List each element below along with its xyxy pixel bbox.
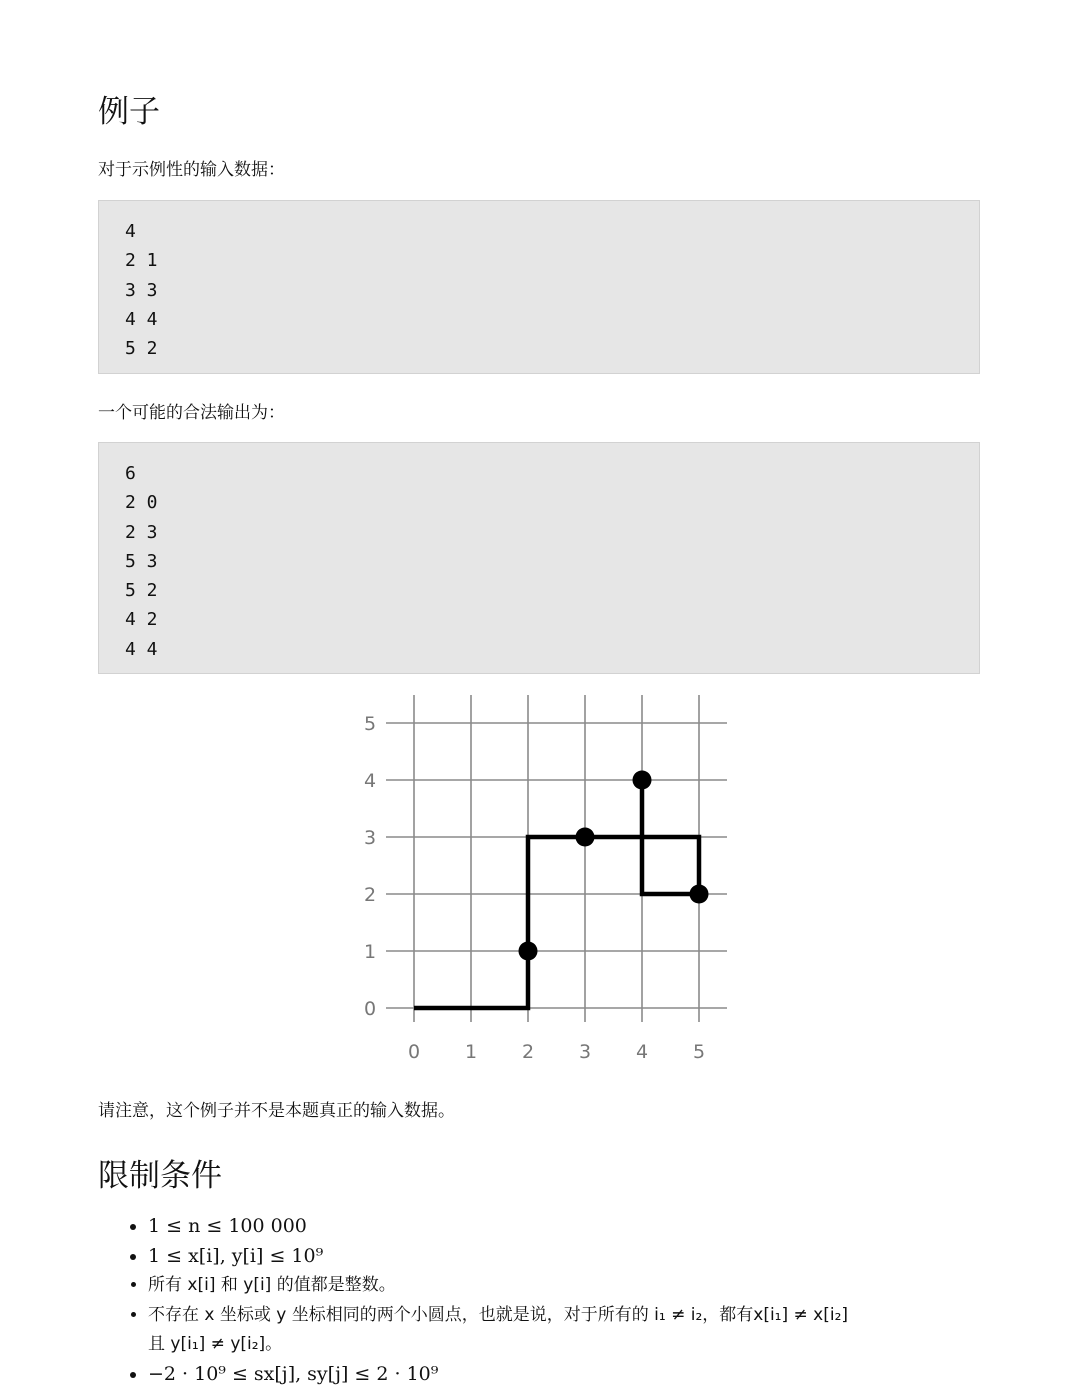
- y-tick-label: 0: [363, 998, 377, 1020]
- y-tick-label: 1: [363, 941, 377, 963]
- x-tick-label: 3: [578, 1041, 592, 1063]
- constraint-item: • −2 · 10⁹ ≤ sx[j], sy[j] ≤ 2 · 10⁹: [148, 1360, 848, 1390]
- y-tick-label: 4: [363, 770, 377, 792]
- input-point: [633, 771, 652, 790]
- input-code-block: [98, 200, 980, 374]
- constraint-item: • 不存在 x 坐标或 y 坐标相同的两个小圆点，也就是说，对于所有的 i₁ ≠ i₂，都有x[i₁] ≠ x[i₂]: [148, 1301, 848, 1331]
- constraint-item-continuation: 且 y[i₁] ≠ y[i₂]。: [148, 1334, 283, 1354]
- code-line: 4: [125, 221, 136, 242]
- output-code-block: [98, 442, 980, 674]
- input-code: [99, 201, 979, 363]
- input-point: [576, 828, 595, 847]
- code-line: 2 1: [125, 250, 158, 272]
- code-line: 3 3: [125, 279, 158, 301]
- input-intro: 对于示例性的输入数据：: [98, 160, 285, 180]
- x-tick-label: 1: [464, 1041, 478, 1063]
- constraints-list: [98, 1212, 848, 1389]
- constraint-item: • 所有 x[i] 和 y[i] 的值都是整数。: [148, 1271, 848, 1301]
- code-line: 6: [125, 463, 136, 484]
- y-tick-label: 5: [363, 713, 377, 735]
- code-line: 5 2: [125, 580, 158, 602]
- output-intro: 一个可能的合法输出为：: [98, 403, 285, 423]
- code-line: 4 2: [125, 609, 158, 631]
- constraint-item: • 1 ≤ n ≤ 100 000: [148, 1212, 848, 1242]
- y-tick-label: 3: [363, 827, 377, 849]
- x-tick-label: 2: [521, 1041, 535, 1063]
- example-heading: 例子: [98, 94, 160, 130]
- code-line: 5 2: [125, 338, 158, 360]
- input-point: [690, 885, 709, 904]
- x-tick-label: 5: [692, 1041, 706, 1063]
- input-point: [519, 942, 538, 961]
- constraint-item: • 1 ≤ x[i], y[i] ≤ 10⁹: [148, 1242, 848, 1272]
- code-line: 2 0: [125, 492, 158, 514]
- constraints-heading: 限制条件: [98, 1158, 222, 1194]
- example-chart: [338, 690, 738, 1070]
- y-tick-label: 2: [363, 884, 377, 906]
- code-line: 4 4: [125, 638, 158, 660]
- output-code: [99, 443, 979, 664]
- code-line: 5 3: [125, 550, 158, 572]
- x-tick-label: 4: [635, 1041, 649, 1063]
- x-tick-label: 0: [407, 1041, 421, 1063]
- example-note: 请注意，这个例子并不是本题真正的输入数据。: [98, 1101, 455, 1121]
- code-line: 2 3: [125, 521, 158, 543]
- code-line: 4 4: [125, 308, 158, 330]
